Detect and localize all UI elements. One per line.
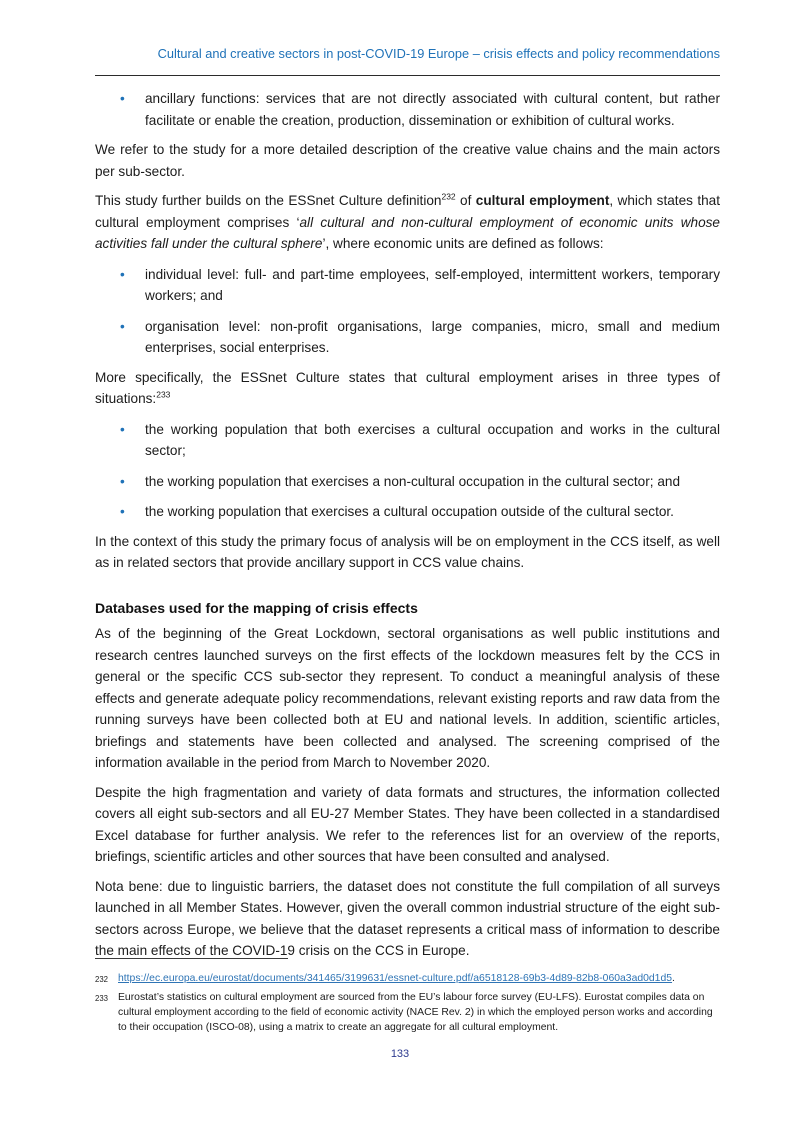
- list-item-situation-1: [95, 419, 720, 462]
- paragraph-refer-study: We refer to the study for a more detailed description of the creative value chains and the main actors per sub-sector.: [95, 142, 720, 179]
- list-item-ancillary: [95, 88, 720, 131]
- footnote-232: [95, 971, 720, 986]
- page-number: 133: [390, 1048, 410, 1060]
- list-item-text: the working population that exercises a cultural occupation outside of the cultural sector.: [145, 504, 674, 519]
- footnote-marker: 233: [95, 994, 109, 1003]
- list-economic-units: [95, 264, 720, 359]
- footnote-suffix: .: [672, 973, 675, 984]
- bullet-icon: •: [120, 473, 125, 489]
- footnote-area: [95, 958, 720, 1035]
- list-item-organisation-level: [95, 316, 720, 359]
- list-item-individual-level: [95, 264, 720, 307]
- essnet-part1: This study further builds on the ESSnet Culture definition: [95, 193, 442, 208]
- list-ancillary: [95, 88, 720, 131]
- list-item-text: the working population that exercises a non-cultural occupation in the cultural sector; and: [145, 473, 681, 489]
- paragraph-essnet-definition: [95, 190, 720, 255]
- essnet-part3: , which states that cultural employment comprises ‘: [95, 193, 720, 230]
- list-employment-situations: [95, 419, 720, 523]
- paragraph-databases-1: As of the beginning of the Great Lockdown, sectoral organisations as well public institutions and research centres launched surveys on the first effects of the lockdown measures felt by the CCS in general or the specific CCS sub-sector they represent. To conduct a meaningful analysis of these effects and generate adequate policy recommendations, relevant existing reports and raw data from the running surveys have been collected both at EU and national levels. In addition, scientific articles, briefings and statements have been collected and analysed. The screening comprised of the information available in the period from March to November 2020.: [95, 626, 720, 770]
- running-header-title: Cultural and creative sectors in post-COVID-19 Europe – crisis effects and policy recommendations: [157, 46, 720, 61]
- list-item-text: organisation level: non-profit organisations, large companies, micro, small and medium enterprises, social enterprises.: [145, 318, 720, 355]
- list-item-situation-2: [95, 471, 720, 493]
- bullet-icon: •: [120, 504, 125, 519]
- footnote-link[interactable]: https://ec.europa.eu/eurostat/documents/341465/3199631/essnet-culture.pdf/a6518128-69b3-4d89-82b8-060a3ad0d1d5: [118, 973, 673, 984]
- bullet-icon: •: [120, 91, 125, 106]
- footnote-ref-233[interactable]: 233: [156, 389, 171, 400]
- essnet-bold-term: cultural employment: [475, 193, 610, 208]
- page-content: [95, 0, 720, 962]
- footnote-text: Eurostat’s statistics on cultural employment are sourced from the EU’s labour force survey (EU-LFS). Eurostat compiles data on cultural employment according to the field of economic activity (NACE Rev. 2) in which the employed person works and according to their occupation (ISCO-08), using a matrix to create an aggregate for all cultural employment.: [118, 992, 713, 1033]
- footnote-ref-232[interactable]: 232: [441, 191, 456, 202]
- paragraph-more-specifically: [95, 367, 720, 410]
- bullet-icon: •: [120, 266, 125, 282]
- list-item-text: the working population that both exercises a cultural occupation and works in the cultural sector;: [145, 421, 720, 458]
- essnet-quoted-definition: all cultural and non-cultural employment of economic units whose activities fall under the cultural sphere: [95, 214, 720, 251]
- essnet-part2: of: [455, 193, 476, 208]
- more-part1: More specifically, the ESSnet Culture states that cultural employment arises in three types of situations:: [95, 369, 720, 406]
- footnote-marker: 232: [95, 975, 109, 984]
- footnote-separator: [95, 958, 288, 959]
- header-rule: [95, 75, 720, 76]
- paragraph-study-context: In the context of this study the primary focus of analysis will be on employment in the CCS itself, as well as in related sectors that provide ancillary support in CCS value chains.: [95, 533, 720, 570]
- footnote-233: [95, 990, 720, 1035]
- paragraph-databases-3: Nota bene: due to linguistic barriers, the dataset does not constitute the full compilation of all surveys launched in all Member States. However, given the overall common industrial structure of the eight sub-sectors across Europe, we believe that the dataset represents a critical mass of information to describe the main effects of the COVID-19 crisis on the CCS in Europe.: [95, 878, 720, 958]
- bullet-icon: •: [120, 318, 125, 334]
- list-item-text: ancillary functions: services that are not directly associated with cultural content, but rather facilitate or enable the creation, production, dissemination or exhibition of cultural works.: [145, 91, 720, 128]
- bullet-icon: •: [120, 421, 125, 437]
- section-heading-databases: Databases used for the mapping of crisis effects: [95, 599, 418, 616]
- list-item-text: individual level: full- and part-time employees, self-employed, intermittent workers, temporary workers; and: [145, 266, 720, 303]
- paragraph-databases-2: Despite the high fragmentation and variety of data formats and structures, the information collected covers all eight sub-sectors and all EU-27 Member States. They have been collected in a standardised Excel database for further analysis. We refer to the references list for an overview of the reports, briefings, scientific articles and other sources that have been consulted and analysed.: [95, 784, 720, 864]
- list-item-situation-3: [95, 501, 720, 523]
- essnet-part4: ’, where economic units are defined as follows:: [322, 236, 604, 251]
